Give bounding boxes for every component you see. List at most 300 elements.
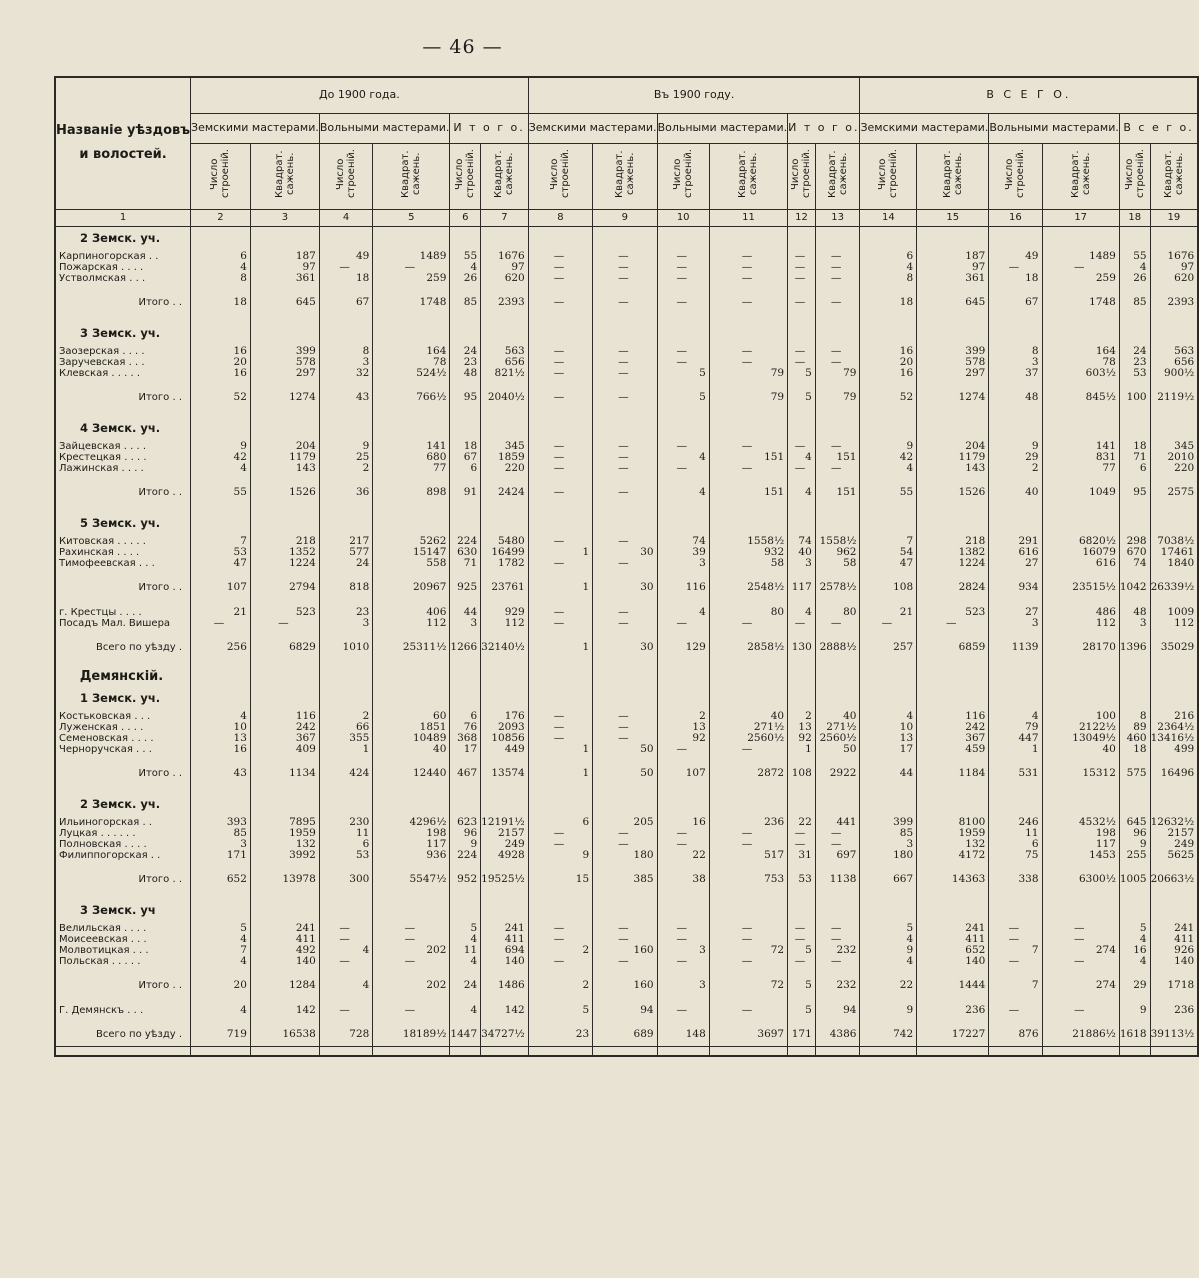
table-cell: 1224 <box>250 558 319 569</box>
table-cell: — <box>593 463 657 474</box>
table-cell: 7 <box>191 536 251 547</box>
table-cell: — <box>319 923 372 934</box>
table-cell: 100 <box>1042 711 1119 722</box>
table-row <box>55 607 1198 618</box>
subheader-label: Число строеній. <box>672 149 695 199</box>
table-cell: 876 <box>989 1024 1042 1047</box>
table-cell: 1676 <box>481 251 529 262</box>
table-cell: 8 <box>989 346 1042 357</box>
table-cell: 2157 <box>481 828 529 839</box>
table-cell: — <box>373 934 450 945</box>
table-cell: — <box>593 618 657 629</box>
table-cell: — <box>709 292 787 314</box>
table-cell: 9 <box>1119 1005 1150 1016</box>
table-cell: 112 <box>481 618 529 629</box>
table-cell: 116 <box>657 577 709 599</box>
table-cell: — <box>815 273 860 284</box>
table-cell: 1010 <box>319 637 372 659</box>
table-cell: 1489 <box>373 251 450 262</box>
table-cell: 742 <box>860 1024 917 1047</box>
period-total: В С Е Г О. <box>860 77 1198 113</box>
table-cell: 728 <box>319 1024 372 1047</box>
table-cell: 645 <box>917 292 989 314</box>
table-cell: 620 <box>481 273 529 284</box>
table-cell: 117 <box>373 839 450 850</box>
table-cell: 26 <box>450 273 481 284</box>
subheader-label: Квадрат. сажень. <box>737 150 760 198</box>
total-row <box>55 1024 1198 1047</box>
table-cell: 187 <box>250 251 319 262</box>
table-cell: 447 <box>989 733 1042 744</box>
table-cell: 1486 <box>481 975 529 997</box>
table-cell: 11 <box>319 828 372 839</box>
table-cell: 1274 <box>917 387 989 409</box>
table-cell: 355 <box>319 733 372 744</box>
table-cell: 35029 <box>1150 637 1198 659</box>
table-cell: 818 <box>319 577 372 599</box>
table-cell: — <box>709 618 787 629</box>
table-cell: 25311½ <box>373 637 450 659</box>
table-cell: — <box>528 839 592 850</box>
column-number: 3 <box>250 209 319 226</box>
table-cell: 236 <box>709 817 787 828</box>
table-cell: 23 <box>450 357 481 368</box>
table-cell: 603½ <box>1042 368 1119 379</box>
table-cell: 2119½ <box>1150 387 1198 409</box>
table-cell: 2578½ <box>815 577 860 599</box>
table-cell: 4 <box>450 1005 481 1016</box>
table-cell: 232 <box>815 975 860 997</box>
table-cell: 2794 <box>250 577 319 599</box>
table-cell: 85 <box>191 828 251 839</box>
section-heading-row <box>55 687 1198 711</box>
table-cell: — <box>657 828 709 839</box>
table-cell: 1184 <box>917 763 989 785</box>
table-cell: — <box>788 463 816 474</box>
table-cell: — <box>709 463 787 474</box>
table-cell: 241 <box>917 923 989 934</box>
table-cell: 271½ <box>815 722 860 733</box>
group-header: И т о г о. <box>450 113 528 143</box>
table-cell: 5 <box>788 975 816 997</box>
table-cell: 13 <box>860 733 917 744</box>
table-cell: 563 <box>481 346 529 357</box>
table-cell: 368 <box>450 733 481 744</box>
total-row <box>55 869 1198 891</box>
table-cell: 719 <box>191 1024 251 1047</box>
table-cell: 30 <box>593 637 657 659</box>
table-cell: 9 <box>860 945 917 956</box>
subheader-label: Число строеній. <box>335 149 358 199</box>
table-cell: 25 <box>319 452 372 463</box>
table-cell: 160 <box>593 975 657 997</box>
statistics-table-sheet <box>54 76 1199 1057</box>
table-cell: 4 <box>860 463 917 474</box>
table-cell: — <box>373 1005 450 1016</box>
table-cell: 670 <box>1119 547 1150 558</box>
table-cell: 7 <box>191 945 251 956</box>
table-cell: 1748 <box>1042 292 1119 314</box>
table-cell: 13 <box>788 722 816 733</box>
table-row <box>55 744 1198 755</box>
table-cell: 1959 <box>917 828 989 839</box>
table-cell: 6300½ <box>1042 869 1119 891</box>
table-cell: — <box>815 828 860 839</box>
row-label: Итого . . <box>55 763 191 785</box>
table-cell: 577 <box>319 547 372 558</box>
table-cell: 151 <box>815 452 860 463</box>
column-number: 12 <box>788 209 816 226</box>
table-cell: 32140½ <box>481 637 529 659</box>
table-cell: — <box>788 923 816 934</box>
table-cell: 6820½ <box>1042 536 1119 547</box>
table-cell: 24 <box>450 975 481 997</box>
table-cell: 116 <box>917 711 989 722</box>
district-heading-row <box>55 667 1198 687</box>
table-cell: 79 <box>709 387 787 409</box>
table-cell: 16 <box>191 744 251 755</box>
table-cell: — <box>657 441 709 452</box>
table-cell: — <box>815 618 860 629</box>
table-cell: 4 <box>989 711 1042 722</box>
table-cell: 15 <box>528 869 592 891</box>
table-cell: 34727½ <box>481 1024 529 1047</box>
table-cell: 345 <box>1150 441 1198 452</box>
subheader-label: Квадрат. сажень. <box>400 150 423 198</box>
table-cell: — <box>815 839 860 850</box>
table-cell: 129 <box>657 637 709 659</box>
table-cell: 27 <box>989 607 1042 618</box>
table-cell: 151 <box>709 452 787 463</box>
table-cell: 28170 <box>1042 637 1119 659</box>
table-cell: 9 <box>989 441 1042 452</box>
table-cell: 1959 <box>250 828 319 839</box>
table-cell: 652 <box>917 945 989 956</box>
table-cell: 1042 <box>1119 577 1150 599</box>
table-cell: 16499 <box>481 547 529 558</box>
table-cell: 3 <box>319 357 372 368</box>
table-cell: 393 <box>191 817 251 828</box>
table-cell: 4 <box>1119 934 1150 945</box>
table-cell: 523 <box>250 607 319 618</box>
table-cell: 2 <box>528 945 592 956</box>
table-cell: 7038½ <box>1150 536 1198 547</box>
table-cell: 2560½ <box>815 733 860 744</box>
group-header: Земскими мастерами. <box>528 113 657 143</box>
row-label: Карпиногорская . . <box>55 251 191 262</box>
table-cell: 1444 <box>917 975 989 997</box>
table-cell: 3 <box>989 618 1042 629</box>
table-cell: 4 <box>657 482 709 504</box>
table-cell: 249 <box>1150 839 1198 850</box>
table-cell: 9 <box>528 850 592 861</box>
table-cell: 406 <box>373 607 450 618</box>
table-cell: 1134 <box>250 763 319 785</box>
table-cell: — <box>1042 956 1119 967</box>
table-cell: 3 <box>191 839 251 850</box>
table-cell: — <box>657 839 709 850</box>
table-row <box>55 368 1198 379</box>
table-cell: 16538 <box>250 1024 319 1047</box>
table-cell: 411 <box>1150 934 1198 945</box>
table-cell: 160 <box>593 945 657 956</box>
row-label: Ильиногорская . . <box>55 817 191 828</box>
table-cell: 459 <box>917 744 989 755</box>
table-cell: 49 <box>319 251 372 262</box>
table-cell: 1558½ <box>709 536 787 547</box>
table-cell: 929 <box>481 607 529 618</box>
table-cell: — <box>815 441 860 452</box>
table-cell: 517 <box>709 850 787 861</box>
table-cell: 236 <box>1150 1005 1198 1016</box>
table-cell: 298 <box>1119 536 1150 547</box>
table-cell: 13 <box>657 722 709 733</box>
table-cell: 140 <box>250 956 319 967</box>
table-cell: 656 <box>1150 357 1198 368</box>
table-cell: 5625 <box>1150 850 1198 861</box>
table-cell: 53 <box>319 850 372 861</box>
table-row <box>55 923 1198 934</box>
section-heading: 5 Земск. уч. <box>55 512 191 536</box>
column-number: 10 <box>657 209 709 226</box>
table-row <box>55 850 1198 861</box>
table-cell: 79 <box>989 722 1042 733</box>
table-cell: 14363 <box>917 869 989 891</box>
table-cell: 112 <box>1042 618 1119 629</box>
table-cell: 926 <box>1150 945 1198 956</box>
table-cell: 2424 <box>481 482 529 504</box>
table-cell: — <box>528 262 592 273</box>
table-cell: 100 <box>1119 387 1150 409</box>
table-cell: 1859 <box>481 452 529 463</box>
table-cell: 5 <box>191 923 251 934</box>
table-cell: 43 <box>319 387 372 409</box>
table-row <box>55 828 1198 839</box>
table-cell: 656 <box>481 357 529 368</box>
column-number: 9 <box>593 209 657 226</box>
table-cell: 95 <box>1119 482 1150 504</box>
table-cell: — <box>593 711 657 722</box>
table-cell: — <box>815 956 860 967</box>
table-cell: 23515½ <box>1042 577 1119 599</box>
table-row <box>55 273 1198 284</box>
table-cell: 8 <box>1119 711 1150 722</box>
table-cell: 4 <box>450 956 481 967</box>
table-cell: — <box>657 357 709 368</box>
table-cell: — <box>657 618 709 629</box>
table-cell: 441 <box>815 817 860 828</box>
table-cell: — <box>593 262 657 273</box>
table-cell: 3 <box>319 618 372 629</box>
table-body <box>55 226 1198 1056</box>
table-cell: — <box>989 956 1042 967</box>
table-cell: — <box>788 839 816 850</box>
table-cell: 563 <box>1150 346 1198 357</box>
table-cell: 107 <box>657 763 709 785</box>
section-heading-row <box>55 512 1198 536</box>
table-cell: — <box>815 346 860 357</box>
section-heading-row <box>55 322 1198 346</box>
table-cell: 934 <box>989 577 1042 599</box>
table-cell: 218 <box>917 536 989 547</box>
table-cell: — <box>657 463 709 474</box>
table-cell: — <box>593 558 657 569</box>
table-cell: 385 <box>593 869 657 891</box>
table-cell: 54 <box>860 547 917 558</box>
table-cell: 2 <box>657 711 709 722</box>
table-cell: — <box>788 934 816 945</box>
table-cell: 900½ <box>1150 368 1198 379</box>
table-cell: — <box>191 618 251 629</box>
table-cell: — <box>788 346 816 357</box>
table-cell: 16496 <box>1150 763 1198 785</box>
table-cell: 1179 <box>250 452 319 463</box>
table-cell: — <box>593 934 657 945</box>
table-cell: 4 <box>450 934 481 945</box>
name-col-line2: и волостей. <box>79 147 167 163</box>
table-cell: 257 <box>860 637 917 659</box>
table-cell: 67 <box>989 292 1042 314</box>
table-cell: 15312 <box>1042 763 1119 785</box>
table-cell: 345 <box>481 441 529 452</box>
table-cell: 1 <box>788 744 816 755</box>
table-cell: 108 <box>788 763 816 785</box>
table-cell: 17461 <box>1150 547 1198 558</box>
table-cell: 4928 <box>481 850 529 861</box>
table-cell: 108 <box>860 577 917 599</box>
table-cell: 831 <box>1042 452 1119 463</box>
row-label: Посадъ Мал. Вишера <box>55 618 191 629</box>
table-cell: 4 <box>191 711 251 722</box>
table-cell: 1 <box>528 547 592 558</box>
section-heading: 1 Земск. уч. <box>55 687 191 711</box>
table-cell: 9 <box>319 441 372 452</box>
table-cell: 4296½ <box>373 817 450 828</box>
section-heading-row <box>55 226 1198 251</box>
table-cell: 10856 <box>481 733 529 744</box>
table-cell: 1 <box>528 637 592 659</box>
table-cell: 9 <box>860 1005 917 1016</box>
table-cell: 558 <box>373 558 450 569</box>
table-cell: — <box>788 357 816 368</box>
table-cell: 48 <box>1119 607 1150 618</box>
table-cell: 952 <box>450 869 481 891</box>
table-cell: 962 <box>815 547 860 558</box>
table-cell: 680 <box>373 452 450 463</box>
subheader-label: Квадрат. сажень. <box>1069 150 1092 198</box>
table-cell: 9 <box>860 441 917 452</box>
table-cell: 4 <box>191 262 251 273</box>
row-label: г. Крестцы . . . . <box>55 607 191 618</box>
table-cell: 7 <box>989 945 1042 956</box>
table-cell: 24 <box>1119 346 1150 357</box>
table-cell: 2872 <box>709 763 787 785</box>
table-cell: — <box>709 262 787 273</box>
table-cell: 202 <box>373 945 450 956</box>
table-cell: 1526 <box>917 482 989 504</box>
table-cell: 12191½ <box>481 817 529 828</box>
table-cell: 11 <box>989 828 1042 839</box>
table-cell: 259 <box>1042 273 1119 284</box>
table-cell: — <box>709 828 787 839</box>
table-cell: 578 <box>917 357 989 368</box>
table-cell: 1382 <box>917 547 989 558</box>
table-cell: — <box>593 441 657 452</box>
table-cell: 53 <box>1119 368 1150 379</box>
buildings-count-header <box>1119 143 1150 209</box>
table-cell: 16 <box>191 368 251 379</box>
square-sazhen-header <box>815 143 860 209</box>
subheader-label: Число строеній. <box>1004 149 1027 199</box>
table-cell: 37 <box>989 368 1042 379</box>
table-cell: 242 <box>250 722 319 733</box>
table-cell: 47 <box>191 558 251 569</box>
table-cell: 467 <box>450 763 481 785</box>
table-cell: — <box>319 934 372 945</box>
buildings-count-header <box>989 143 1042 209</box>
table-cell: 67 <box>450 452 481 463</box>
table-cell: 5 <box>788 387 816 409</box>
table-cell: 8 <box>860 273 917 284</box>
table-cell: 151 <box>709 482 787 504</box>
table-cell: 6829 <box>250 637 319 659</box>
table-cell: — <box>815 934 860 945</box>
table-cell: 140 <box>481 956 529 967</box>
table-row <box>55 547 1198 558</box>
row-label: Рахинская . . . . <box>55 547 191 558</box>
table-cell: 2 <box>319 463 372 474</box>
name-column-header <box>55 77 191 209</box>
table-cell: 367 <box>250 733 319 744</box>
table-cell: 8100 <box>917 817 989 828</box>
section-heading: 2 Земск. уч. <box>55 226 191 251</box>
table-cell: 361 <box>250 273 319 284</box>
table-cell: 6 <box>450 463 481 474</box>
table-cell: 78 <box>373 357 450 368</box>
table-cell: 411 <box>250 934 319 945</box>
table-cell: 932 <box>709 547 787 558</box>
table-cell: 20 <box>860 357 917 368</box>
table-cell: 26339½ <box>1150 577 1198 599</box>
buildings-count-header <box>860 143 917 209</box>
table-cell: 5262 <box>373 536 450 547</box>
table-cell: — <box>528 482 592 504</box>
table-cell: 22 <box>860 975 917 997</box>
table-cell: 27 <box>989 558 1042 569</box>
table-row <box>55 536 1198 547</box>
table-cell: 689 <box>593 1024 657 1047</box>
column-number: 2 <box>191 209 251 226</box>
square-sazhen-header <box>373 143 450 209</box>
subheader-label: Квадрат. сажень. <box>826 150 849 198</box>
table-cell: 291 <box>989 536 1042 547</box>
table-cell: 246 <box>989 817 1042 828</box>
subheader-label: Квадрат. сажень. <box>941 150 964 198</box>
table-cell: 3 <box>450 618 481 629</box>
table-cell: 645 <box>1119 817 1150 828</box>
table-cell: — <box>657 273 709 284</box>
table-cell: 936 <box>373 850 450 861</box>
square-sazhen-header <box>481 143 529 209</box>
table-cell: 10489 <box>373 733 450 744</box>
row-label: Луженская . . . . <box>55 722 191 733</box>
table-cell: — <box>593 956 657 967</box>
table-cell: 220 <box>481 463 529 474</box>
table-cell: 766½ <box>373 387 450 409</box>
table-cell: — <box>815 923 860 934</box>
table-cell: 3 <box>657 945 709 956</box>
buildings-count-header <box>450 143 481 209</box>
